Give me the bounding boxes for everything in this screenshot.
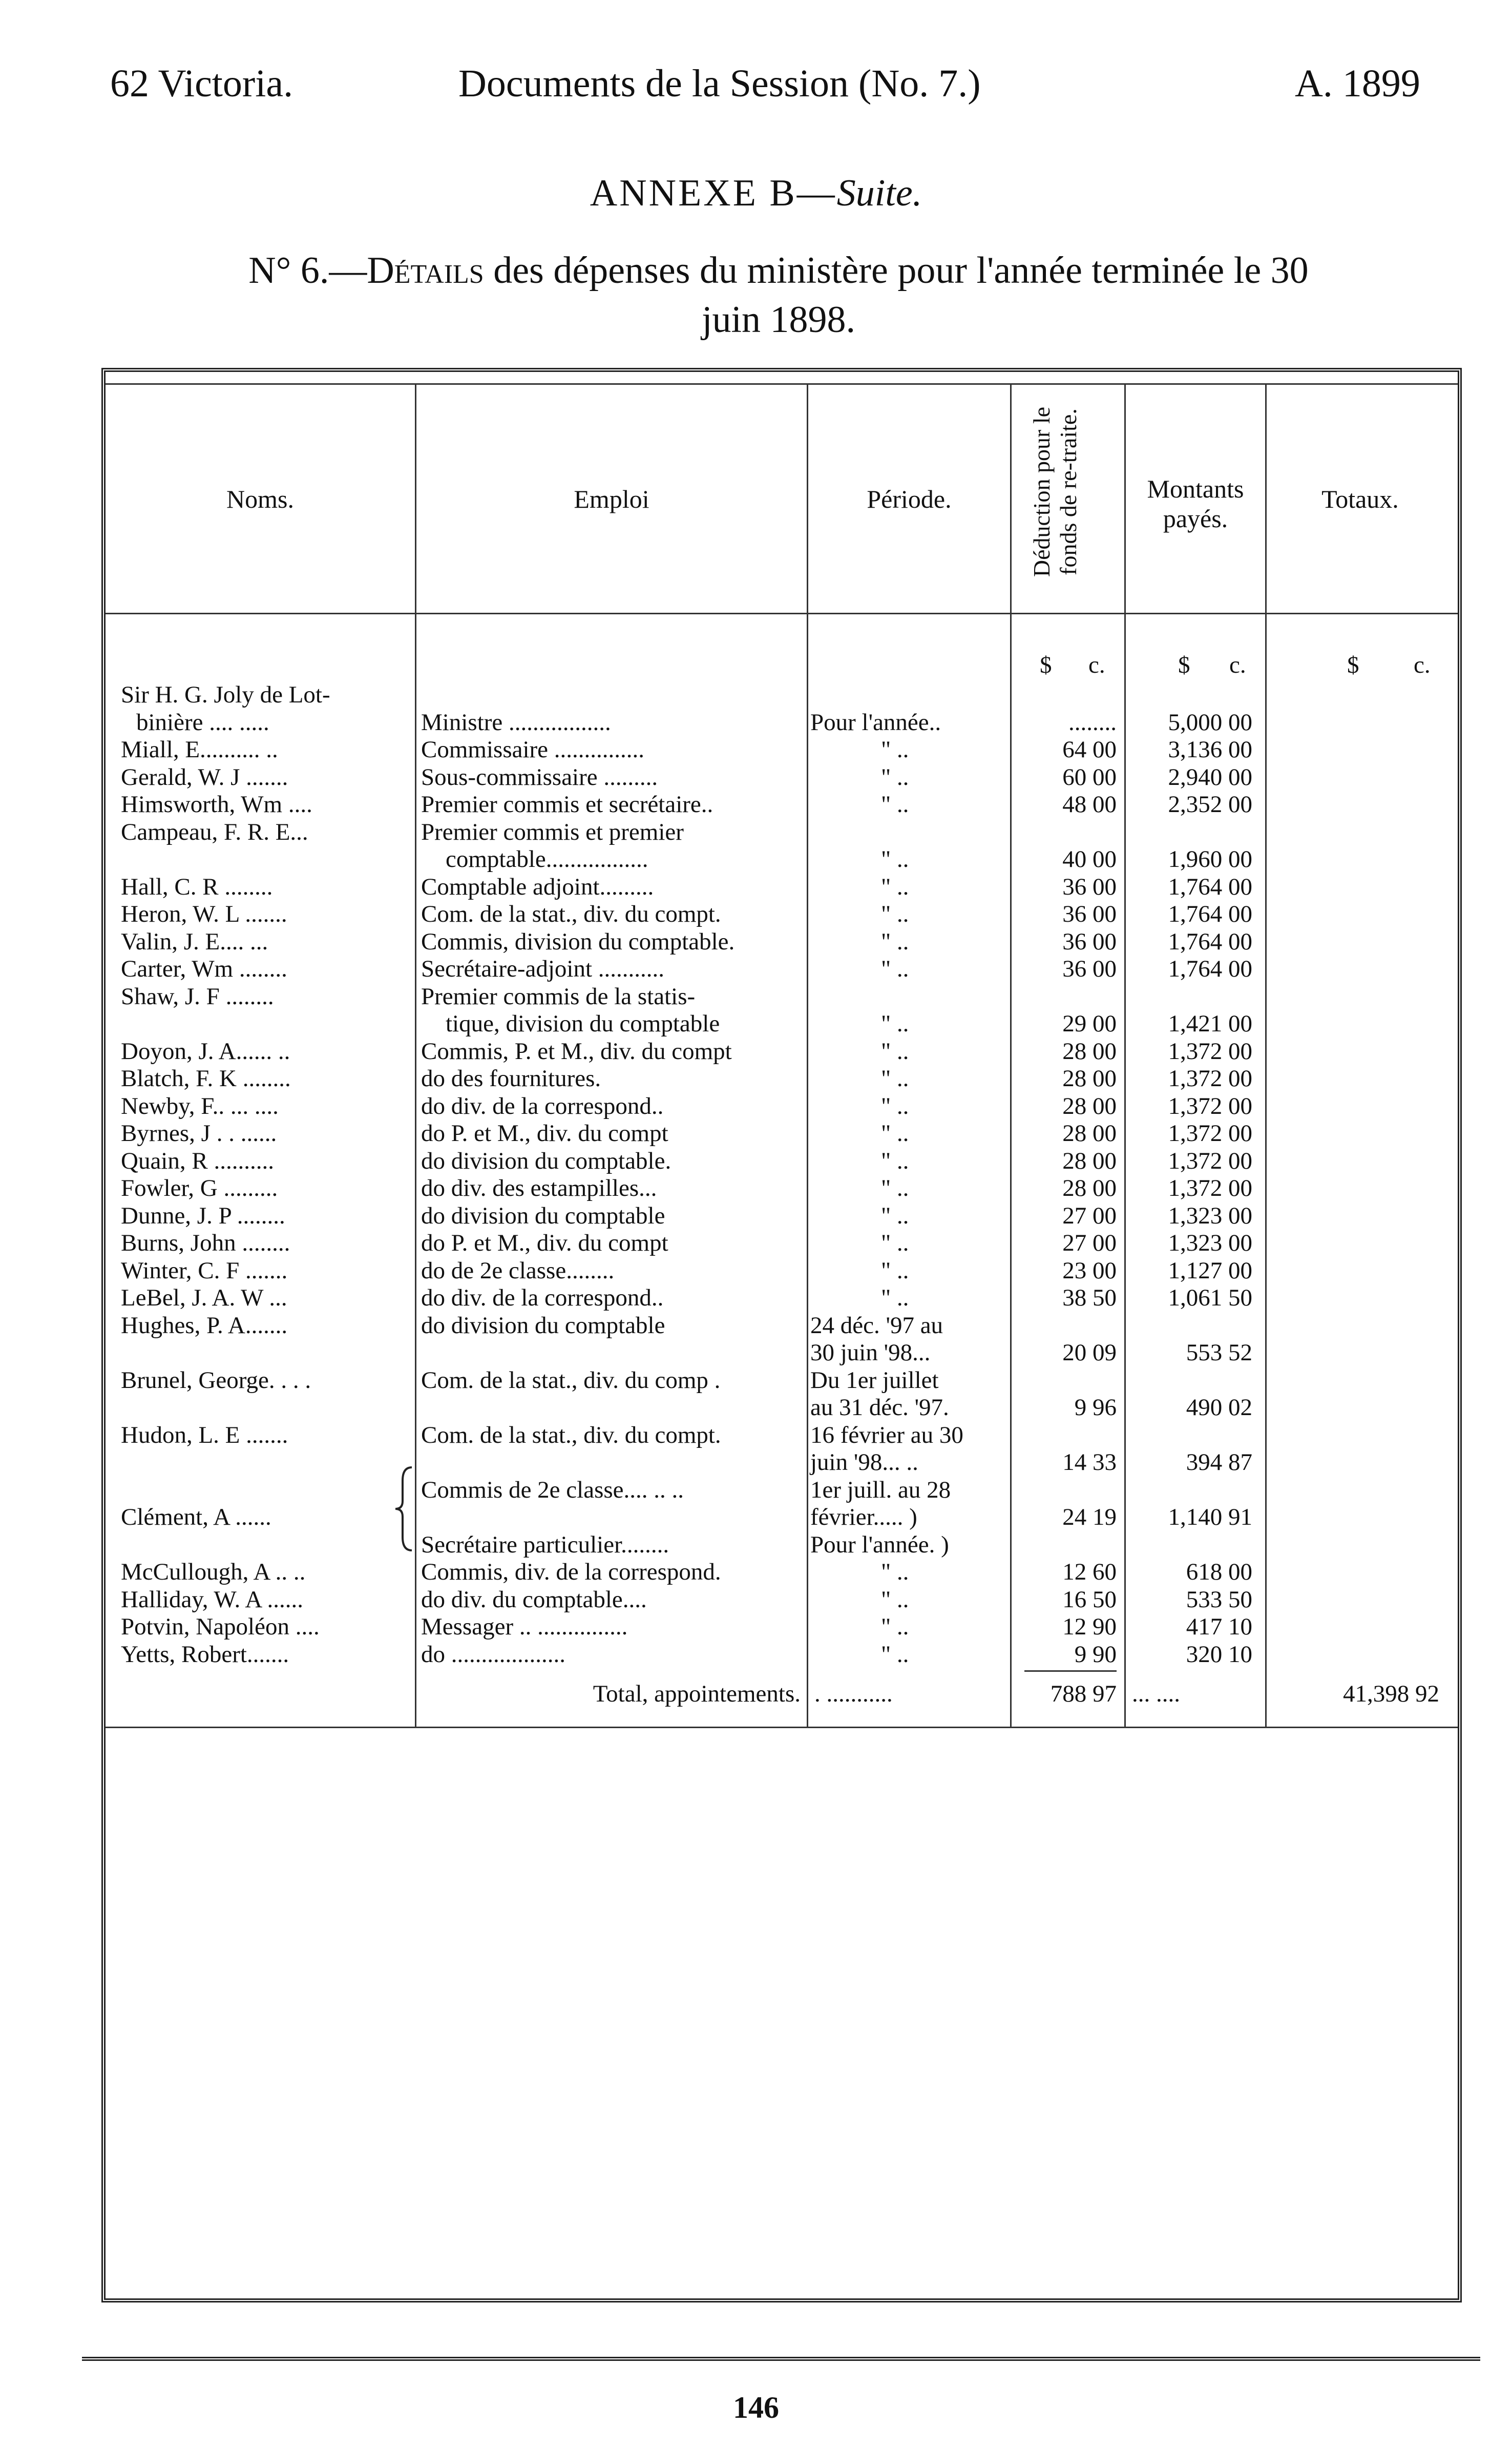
row-periode: " ..	[881, 1093, 909, 1119]
row-nom: Yetts, Robert.......	[121, 1641, 289, 1668]
row-nom: Fowler, G .........	[121, 1175, 278, 1201]
row-periode: " ..	[881, 901, 909, 927]
row-periode: Du 1er juillet	[810, 1367, 939, 1394]
row-deduction: 36 00	[1062, 928, 1117, 955]
totaux-dollar: $	[1347, 652, 1359, 678]
row-deduction: 40 00	[1062, 846, 1117, 873]
row-montant: 3,136 00	[1168, 736, 1252, 763]
colhead-deduction: Déduction pour le fonds de re-traite.	[1028, 406, 1081, 577]
total-deduction: 788 97	[1050, 1681, 1117, 1707]
row-periode: " ..	[881, 1613, 909, 1640]
row-nom: Byrnes, J . . ......	[121, 1120, 277, 1147]
title-lead: Détails	[367, 250, 484, 292]
row-montant: 1,372 00	[1168, 1065, 1252, 1092]
row-emploi: Commissaire ...............	[421, 736, 645, 763]
row-deduction: 9 90	[1074, 1641, 1117, 1668]
row-deduction: 28 00	[1062, 1120, 1117, 1147]
row-nom: Gerald, W. J .......	[121, 764, 288, 791]
row-emploi: do P. et M., div. du compt	[421, 1230, 668, 1256]
colhead-periode: Période.	[867, 485, 952, 513]
row-montant: 1,061 50	[1168, 1284, 1252, 1311]
row-deduction: ........	[1068, 709, 1117, 736]
row-deduction: 28 00	[1062, 1065, 1117, 1092]
row-nom: Miall, E.......... ..	[121, 736, 278, 763]
row-emploi: Commis, P. et M., div. du compt	[421, 1038, 732, 1065]
row-nom: McCullough, A .. ..	[121, 1559, 306, 1585]
table-frame	[101, 368, 1462, 2302]
table-end-rule	[106, 1727, 1458, 1728]
row-deduction: 23 00	[1062, 1257, 1117, 1284]
annexe-suffix: Suite.	[836, 172, 922, 214]
brace-clement	[393, 1465, 414, 1552]
row-deduction: 64 00	[1062, 736, 1117, 763]
row-periode: " ..	[881, 928, 909, 955]
row-montant: 1,372 00	[1168, 1148, 1252, 1174]
row-periode: " ..	[881, 1148, 909, 1174]
row-emploi: Commis de 2e classe.... .. ..	[421, 1477, 684, 1503]
row-periode: " ..	[881, 846, 909, 873]
row-deduction: 60 00	[1062, 764, 1117, 791]
row-periode: " ..	[881, 1284, 909, 1311]
row-montant: 2,940 00	[1168, 764, 1252, 791]
row-emploi: do div. du comptable....	[421, 1586, 647, 1613]
row-deduction: 36 00	[1062, 901, 1117, 927]
row-montant: 1,764 00	[1168, 901, 1252, 927]
row-emploi: Premier commis de la statis-	[421, 983, 696, 1010]
row-emploi: Messager .. ...............	[421, 1613, 628, 1640]
row-montant: 1,764 00	[1168, 874, 1252, 900]
row-emploi: do div. des estampilles...	[421, 1175, 657, 1201]
row-nom: Quain, R ..........	[121, 1148, 274, 1174]
col-divider-emploi	[807, 384, 808, 1727]
row-periode: " ..	[881, 1559, 909, 1585]
row-montant: 1,960 00	[1168, 846, 1252, 873]
total-deduction-rule	[1024, 1670, 1117, 1672]
header-left: 62 Victoria.	[110, 62, 293, 105]
montants-cents: c.	[1229, 652, 1246, 678]
row-nom: Hudon, L. E .......	[121, 1422, 288, 1448]
total-montant: ... ....	[1132, 1681, 1180, 1707]
title-line1: des dépenses du ministère pour l'année terminée le 30	[484, 250, 1309, 292]
title-number: N° 6.—	[248, 250, 367, 292]
row-periode: " ..	[881, 736, 909, 763]
row-emploi: Secrétaire particulier........	[421, 1531, 669, 1558]
row-montant: 394 87	[1186, 1449, 1252, 1476]
header-right: A. 1899	[1295, 62, 1420, 105]
row-periode: 30 juin '98...	[810, 1339, 931, 1366]
row-emploi: do division du comptable	[421, 1202, 665, 1229]
row-deduction: 27 00	[1062, 1230, 1117, 1256]
row-montant: 1,323 00	[1168, 1230, 1252, 1256]
row-emploi: do ...................	[421, 1641, 565, 1668]
row-emploi: Commis, division du comptable.	[421, 928, 735, 955]
col-divider-montants	[1265, 384, 1267, 1727]
colhead-emploi: Emploi	[574, 485, 649, 513]
row-deduction: 20 09	[1062, 1339, 1117, 1366]
row-periode: " ..	[881, 956, 909, 982]
row-emploi: comptable.................	[446, 846, 648, 873]
row-nom: Brunel, George. . . .	[121, 1367, 311, 1394]
row-periode: " ..	[881, 1010, 909, 1037]
row-nom: Clément, A ......	[121, 1504, 271, 1530]
page-title	[133, 246, 1424, 344]
annexe-label: ANNEXE B—	[590, 172, 837, 214]
row-montant: 1,764 00	[1168, 928, 1252, 955]
row-montant: 5,000 00	[1168, 709, 1252, 736]
row-montant: 553 52	[1186, 1339, 1252, 1366]
title-line2: juin 1898.	[701, 299, 856, 341]
row-nom: Winter, C. F .......	[121, 1257, 288, 1284]
row-nom: Shaw, J. F ........	[121, 983, 274, 1010]
row-emploi: do division du comptable.	[421, 1148, 671, 1174]
row-emploi: Secrétaire-adjoint ...........	[421, 956, 665, 982]
row-montant: 1,372 00	[1168, 1093, 1252, 1119]
row-nom: Newby, F.. ... ....	[121, 1093, 279, 1119]
row-emploi: tique, division du comptable	[446, 1010, 720, 1037]
col-divider-noms	[415, 384, 416, 1727]
annexe-heading	[0, 172, 1512, 215]
row-montant: 2,352 00	[1168, 791, 1252, 818]
row-nom: Dunne, J. P ........	[121, 1202, 285, 1229]
header-center: Documents de la Session (No. 7.)	[458, 62, 981, 105]
row-periode: Pour l'année. )	[810, 1531, 949, 1558]
row-deduction: 36 00	[1062, 956, 1117, 982]
row-deduction: 36 00	[1062, 874, 1117, 900]
row-montant: 533 50	[1186, 1586, 1252, 1613]
row-nom: Hall, C. R ........	[121, 874, 273, 900]
montants-dollar: $	[1178, 652, 1190, 678]
row-periode: février..... )	[810, 1504, 917, 1530]
col-divider-deduction	[1124, 384, 1126, 1727]
row-montant: 490 02	[1186, 1394, 1252, 1421]
row-deduction: 38 50	[1062, 1284, 1117, 1311]
row-montant: 1,372 00	[1168, 1175, 1252, 1201]
row-montant: 1,323 00	[1168, 1202, 1252, 1229]
row-emploi: Premier commis et secrétaire..	[421, 791, 713, 818]
row-montant: 1,764 00	[1168, 956, 1252, 982]
row-montant: 417 10	[1186, 1613, 1252, 1640]
row-deduction: 12 60	[1062, 1559, 1117, 1585]
row-emploi: do des fournitures.	[421, 1065, 601, 1092]
header-bottom-rule	[106, 613, 1458, 614]
row-emploi: Com. de la stat., div. du compt.	[421, 1422, 721, 1448]
row-emploi: do div. de la correspond..	[421, 1093, 664, 1119]
row-emploi: Ministre .................	[421, 709, 611, 736]
row-deduction: 14 33	[1062, 1449, 1117, 1476]
total-label: Total, appointements.	[593, 1681, 801, 1707]
row-nom: Campeau, F. R. E...	[121, 819, 308, 845]
row-nom: Himsworth, Wm ....	[121, 791, 312, 818]
row-montant: 1,140 91	[1168, 1504, 1252, 1530]
row-emploi: Com. de la stat., div. du comp .	[421, 1367, 721, 1394]
row-periode: " ..	[881, 764, 909, 791]
row-deduction: 28 00	[1062, 1093, 1117, 1119]
page-number: 146	[733, 2391, 779, 2424]
row-nom: Blatch, F. K ........	[121, 1065, 291, 1092]
row-deduction: 28 00	[1062, 1148, 1117, 1174]
row-nom: Doyon, J. A...... ..	[121, 1038, 290, 1065]
row-montant: 1,421 00	[1168, 1010, 1252, 1037]
row-nom: binière .... .....	[136, 709, 269, 736]
row-emploi: Commis, div. de la correspond.	[421, 1559, 721, 1585]
header-top-rule	[106, 383, 1458, 385]
row-periode: 16 février au 30	[810, 1422, 963, 1448]
page-bottom-rule	[82, 2357, 1480, 2361]
total-periode: . ...........	[814, 1681, 893, 1707]
deduction-cents: c.	[1088, 652, 1105, 678]
row-periode: Pour l'année..	[810, 709, 941, 736]
row-periode: " ..	[881, 1120, 909, 1147]
row-periode: " ..	[881, 1230, 909, 1256]
row-nom: Heron, W. L .......	[121, 901, 287, 927]
row-deduction: 28 00	[1062, 1038, 1117, 1065]
row-deduction: 16 50	[1062, 1586, 1117, 1613]
row-deduction: 24 19	[1062, 1504, 1117, 1530]
row-deduction: 48 00	[1062, 791, 1117, 818]
row-emploi: Com. de la stat., div. du compt.	[421, 901, 721, 927]
row-nom: Halliday, W. A ......	[121, 1586, 303, 1613]
row-periode: 24 déc. '97 au	[810, 1312, 943, 1339]
row-deduction: 27 00	[1062, 1202, 1117, 1229]
row-deduction: 12 90	[1062, 1613, 1117, 1640]
row-montant: 1,372 00	[1168, 1038, 1252, 1065]
total-totaux: 41,398 92	[1343, 1681, 1439, 1707]
deduction-dollar: $	[1040, 652, 1052, 678]
row-periode: " ..	[881, 791, 909, 818]
colhead-totaux: Totaux.	[1321, 485, 1399, 513]
col-divider-periode	[1010, 384, 1012, 1727]
row-nom: Hughes, P. A.......	[121, 1312, 288, 1339]
row-nom: Carter, Wm ........	[121, 956, 287, 982]
row-periode: juin '98... ..	[810, 1449, 918, 1476]
row-montant: 1,372 00	[1168, 1120, 1252, 1147]
row-periode: " ..	[881, 1038, 909, 1065]
row-periode: au 31 déc. '97.	[810, 1394, 949, 1421]
row-nom: Burns, John ........	[121, 1230, 290, 1256]
row-deduction: 9 96	[1074, 1394, 1117, 1421]
row-nom: Sir H. G. Joly de Lot-	[121, 681, 330, 708]
row-emploi: Comptable adjoint.........	[421, 874, 654, 900]
row-montant: 618 00	[1186, 1559, 1252, 1585]
row-emploi: do div. de la correspond..	[421, 1284, 664, 1311]
row-periode: " ..	[881, 1641, 909, 1668]
row-deduction: 28 00	[1062, 1175, 1117, 1201]
colhead-montants: Montants payés.	[1147, 474, 1244, 533]
row-periode: " ..	[881, 1202, 909, 1229]
row-nom: Valin, J. E.... ...	[121, 928, 268, 955]
row-periode: " ..	[881, 1586, 909, 1613]
row-montant: 1,127 00	[1168, 1257, 1252, 1284]
row-emploi: Sous-commissaire .........	[421, 764, 658, 791]
row-emploi: do P. et M., div. du compt	[421, 1120, 668, 1147]
row-nom: Potvin, Napoléon ....	[121, 1613, 320, 1640]
row-periode: 1er juill. au 28	[810, 1477, 951, 1503]
row-nom: LeBel, J. A. W ...	[121, 1284, 287, 1311]
row-periode: " ..	[881, 1257, 909, 1284]
row-periode: " ..	[881, 1065, 909, 1092]
totaux-cents: c.	[1414, 652, 1431, 678]
row-emploi: do division du comptable	[421, 1312, 665, 1339]
row-montant: 320 10	[1186, 1641, 1252, 1668]
row-periode: " ..	[881, 1175, 909, 1201]
row-emploi: do de 2e classe........	[421, 1257, 615, 1284]
row-deduction: 29 00	[1062, 1010, 1117, 1037]
colhead-noms: Noms.	[226, 485, 294, 513]
row-emploi: Premier commis et premier	[421, 819, 684, 845]
row-periode: " ..	[881, 874, 909, 900]
